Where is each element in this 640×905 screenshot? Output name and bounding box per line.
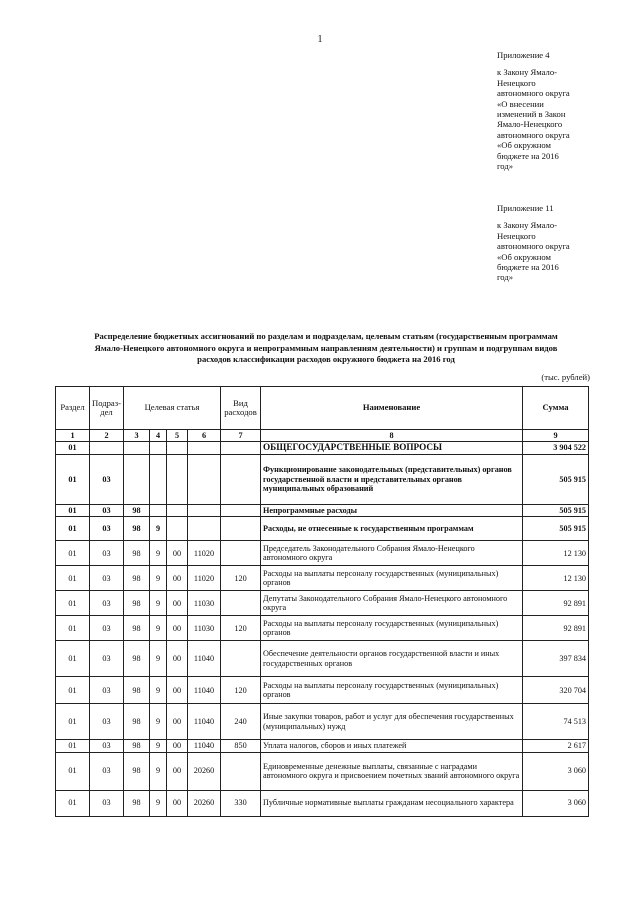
annex-4-line: к Закону Ямало-	[497, 67, 557, 78]
cell-subprogram: 9	[150, 591, 167, 616]
cell-amount: 2 617	[523, 740, 589, 752]
cell-subprogram: 9	[150, 790, 167, 816]
cell-section: 01	[56, 566, 90, 591]
cell-amount: 3 060	[523, 790, 589, 816]
annex-4-line: год»	[497, 161, 514, 172]
cell-subsection: 03	[90, 616, 124, 641]
cell-subprogram	[150, 504, 167, 516]
header-target-article: Целевая статья	[124, 387, 221, 430]
cell-direction: 00	[167, 677, 188, 704]
header-name: Наименование	[261, 387, 523, 430]
cell-subsection: 03	[90, 541, 124, 566]
cell-direction	[167, 442, 188, 454]
heading-line: расходов классификации расходов окружного бюджета на 2016 год	[197, 354, 455, 364]
cell-expense-type	[221, 641, 261, 677]
cell-program: 98	[124, 641, 150, 677]
cell-amount: 12 130	[523, 541, 589, 566]
document-heading	[52, 331, 600, 366]
cell-section: 01	[56, 504, 90, 516]
cell-direction	[167, 517, 188, 541]
table-row	[56, 704, 589, 740]
cell-name: Непрограммные расходы	[261, 504, 523, 516]
cell-amount: 3 904 522	[523, 442, 589, 454]
cell-program: 98	[124, 504, 150, 516]
cell-name: Расходы на выплаты персоналу государственных (муниципальных) органов	[261, 677, 523, 704]
cell-program: 98	[124, 566, 150, 591]
table-row	[56, 566, 589, 591]
cell-direction: 00	[167, 591, 188, 616]
table-row	[56, 504, 589, 516]
cell-direction: 00	[167, 641, 188, 677]
annex-11-line: к Закону Ямало-	[497, 220, 557, 231]
cell-subprogram: 9	[150, 641, 167, 677]
column-number: 4	[150, 430, 167, 442]
table-row	[56, 541, 589, 566]
cell-section: 01	[56, 677, 90, 704]
cell-code: 11040	[188, 641, 221, 677]
cell-section: 01	[56, 790, 90, 816]
cell-name: Депутаты Законодательного Собрания Ямало-Ненецкого автономного округа	[261, 591, 523, 616]
cell-subsection: 03	[90, 591, 124, 616]
table-row	[56, 517, 589, 541]
cell-code: 11030	[188, 616, 221, 641]
cell-expense-type	[221, 591, 261, 616]
cell-program: 98	[124, 616, 150, 641]
annex-4-line: автономного округа	[497, 88, 570, 99]
table-row	[56, 591, 589, 616]
cell-program	[124, 454, 150, 504]
cell-amount: 397 834	[523, 641, 589, 677]
cell-section: 01	[56, 517, 90, 541]
cell-code: 20260	[188, 752, 221, 790]
cell-code	[188, 517, 221, 541]
cell-subsection: 03	[90, 504, 124, 516]
cell-direction	[167, 454, 188, 504]
cell-code	[188, 442, 221, 454]
cell-direction	[167, 504, 188, 516]
cell-program: 98	[124, 740, 150, 752]
cell-expense-type	[221, 442, 261, 454]
annex-11-title: Приложение 11	[497, 203, 554, 213]
column-number: 5	[167, 430, 188, 442]
table-row	[56, 442, 589, 454]
cell-subsection	[90, 442, 124, 454]
cell-code: 11030	[188, 591, 221, 616]
cell-name: Единовременные денежные выплаты, связанные с наградами автономного округа и присвоением почетных званий автономного округа	[261, 752, 523, 790]
cell-name: Расходы на выплаты персоналу государственных (муниципальных) органов	[261, 616, 523, 641]
annex-11-line: бюджете на 2016	[497, 262, 559, 273]
cell-section: 01	[56, 454, 90, 504]
cell-direction: 00	[167, 752, 188, 790]
cell-subsection: 03	[90, 677, 124, 704]
cell-section: 01	[56, 704, 90, 740]
table-row	[56, 454, 589, 504]
cell-section: 01	[56, 442, 90, 454]
cell-subprogram: 9	[150, 740, 167, 752]
cell-subsection: 03	[90, 641, 124, 677]
page-number: 1	[317, 34, 323, 45]
cell-name: Уплата налогов, сборов и иных платежей	[261, 740, 523, 752]
cell-subsection: 03	[90, 740, 124, 752]
cell-expense-type	[221, 454, 261, 504]
cell-direction: 00	[167, 704, 188, 740]
cell-subsection: 03	[90, 752, 124, 790]
cell-name: Публичные нормативные выплаты гражданам несоциального характера	[261, 790, 523, 816]
column-number: 9	[523, 430, 589, 442]
cell-program: 98	[124, 677, 150, 704]
header-expense-type: Вид расходов	[221, 387, 261, 430]
column-number: 6	[188, 430, 221, 442]
cell-expense-type: 850	[221, 740, 261, 752]
cell-section: 01	[56, 740, 90, 752]
cell-expense-type: 120	[221, 616, 261, 641]
cell-direction: 00	[167, 790, 188, 816]
cell-name: Председатель Законодательного Собрания Ямало-Ненецкого автономного округа	[261, 541, 523, 566]
table-row	[56, 790, 589, 816]
cell-direction: 00	[167, 740, 188, 752]
cell-subprogram: 9	[150, 517, 167, 541]
cell-amount: 505 915	[523, 517, 589, 541]
cell-expense-type	[221, 517, 261, 541]
annex-11-line: Ненецкого	[497, 230, 536, 241]
cell-section: 01	[56, 616, 90, 641]
cell-subsection: 03	[90, 790, 124, 816]
annex-4-line: Ямало-Ненецкого	[497, 119, 563, 130]
cell-section: 01	[56, 591, 90, 616]
cell-subprogram: 9	[150, 704, 167, 740]
cell-direction: 00	[167, 541, 188, 566]
cell-name: Функционирование законодательных (представительных) органов государственной власти и представительных органов муниципальных образований	[261, 454, 523, 504]
cell-subsection: 03	[90, 517, 124, 541]
cell-subprogram: 9	[150, 566, 167, 591]
cell-amount: 92 891	[523, 591, 589, 616]
header-amount: Сумма	[523, 387, 589, 430]
cell-amount: 505 915	[523, 454, 589, 504]
cell-amount: 3 060	[523, 752, 589, 790]
annex-11-block	[497, 203, 597, 283]
cell-subprogram: 9	[150, 541, 167, 566]
cell-program: 98	[124, 591, 150, 616]
cell-program	[124, 442, 150, 454]
annex-4-line: «Об окружном	[497, 140, 551, 151]
cell-code	[188, 504, 221, 516]
cell-name: Расходы, не отнесенные к государственным программам	[261, 517, 523, 541]
cell-name: Расходы на выплаты персоналу государственных (муниципальных) органов	[261, 566, 523, 591]
cell-expense-type: 240	[221, 704, 261, 740]
annex-4-title: Приложение 4	[497, 50, 550, 60]
table-row	[56, 616, 589, 641]
cell-subsection: 03	[90, 454, 124, 504]
cell-expense-type	[221, 504, 261, 516]
cell-subsection: 03	[90, 704, 124, 740]
table-row	[56, 740, 589, 752]
column-number: 7	[221, 430, 261, 442]
cell-code: 20260	[188, 790, 221, 816]
cell-subprogram: 9	[150, 677, 167, 704]
table-row	[56, 752, 589, 790]
budget-table	[55, 386, 589, 817]
cell-subsection: 03	[90, 566, 124, 591]
annex-4-line: автономного округа	[497, 129, 570, 140]
cell-name: Иные закупки товаров, работ и услуг для обеспечения государственных (муниципальных) нужд	[261, 704, 523, 740]
cell-code: 11040	[188, 677, 221, 704]
cell-code: 11020	[188, 541, 221, 566]
cell-section: 01	[56, 641, 90, 677]
cell-program: 98	[124, 790, 150, 816]
annex-4-line: Ненецкого	[497, 77, 536, 88]
cell-amount: 505 915	[523, 504, 589, 516]
cell-direction: 00	[167, 566, 188, 591]
cell-amount: 320 704	[523, 677, 589, 704]
cell-program: 98	[124, 704, 150, 740]
cell-subprogram: 9	[150, 752, 167, 790]
cell-code	[188, 454, 221, 504]
cell-code: 11040	[188, 704, 221, 740]
cell-expense-type	[221, 752, 261, 790]
cell-expense-type: 120	[221, 566, 261, 591]
cell-code: 11020	[188, 566, 221, 591]
heading-line: Распределение бюджетных ассигнований по разделам и подразделам, целевым статьям (государственным программам	[94, 331, 558, 341]
cell-code: 11040	[188, 740, 221, 752]
cell-amount: 12 130	[523, 566, 589, 591]
cell-expense-type: 120	[221, 677, 261, 704]
column-number: 3	[124, 430, 150, 442]
cell-name: ОБЩЕГОСУДАРСТВЕННЫЕ ВОПРОСЫ	[261, 442, 523, 454]
annex-11-line: автономного округа	[497, 241, 570, 252]
cell-amount: 92 891	[523, 616, 589, 641]
annex-4-block	[497, 50, 597, 171]
cell-amount: 74 513	[523, 704, 589, 740]
annex-4-line: бюджете на 2016	[497, 150, 559, 161]
header-section: Раздел	[56, 387, 90, 430]
cell-name: Обеспечение деятельности органов государственной власти и иных государственных органов	[261, 641, 523, 677]
cell-program: 98	[124, 541, 150, 566]
column-number: 2	[90, 430, 124, 442]
annex-4-line: изменений в Закон	[497, 109, 566, 120]
cell-program: 98	[124, 752, 150, 790]
cell-section: 01	[56, 752, 90, 790]
header-subsection: Подраз-дел	[90, 387, 124, 430]
annex-4-line: «О внесении	[497, 98, 544, 109]
cell-section: 01	[56, 541, 90, 566]
cell-program: 98	[124, 517, 150, 541]
cell-expense-type	[221, 541, 261, 566]
cell-direction: 00	[167, 616, 188, 641]
units-label: (тыс. рублей)	[541, 372, 590, 382]
column-number-row	[56, 430, 589, 442]
table-row	[56, 677, 589, 704]
annex-11-line: год»	[497, 272, 514, 283]
table-header-row	[56, 387, 589, 430]
annex-11-line: «Об окружном	[497, 251, 551, 262]
column-number: 1	[56, 430, 90, 442]
cell-subprogram: 9	[150, 616, 167, 641]
table-row	[56, 641, 589, 677]
heading-line: Ямало-Ненецкого автономного округа и непрограммным направлениям деятельности) и группам и подгруппам видов	[94, 342, 558, 353]
cell-subprogram	[150, 454, 167, 504]
cell-subprogram	[150, 442, 167, 454]
cell-expense-type: 330	[221, 790, 261, 816]
column-number: 8	[261, 430, 523, 442]
